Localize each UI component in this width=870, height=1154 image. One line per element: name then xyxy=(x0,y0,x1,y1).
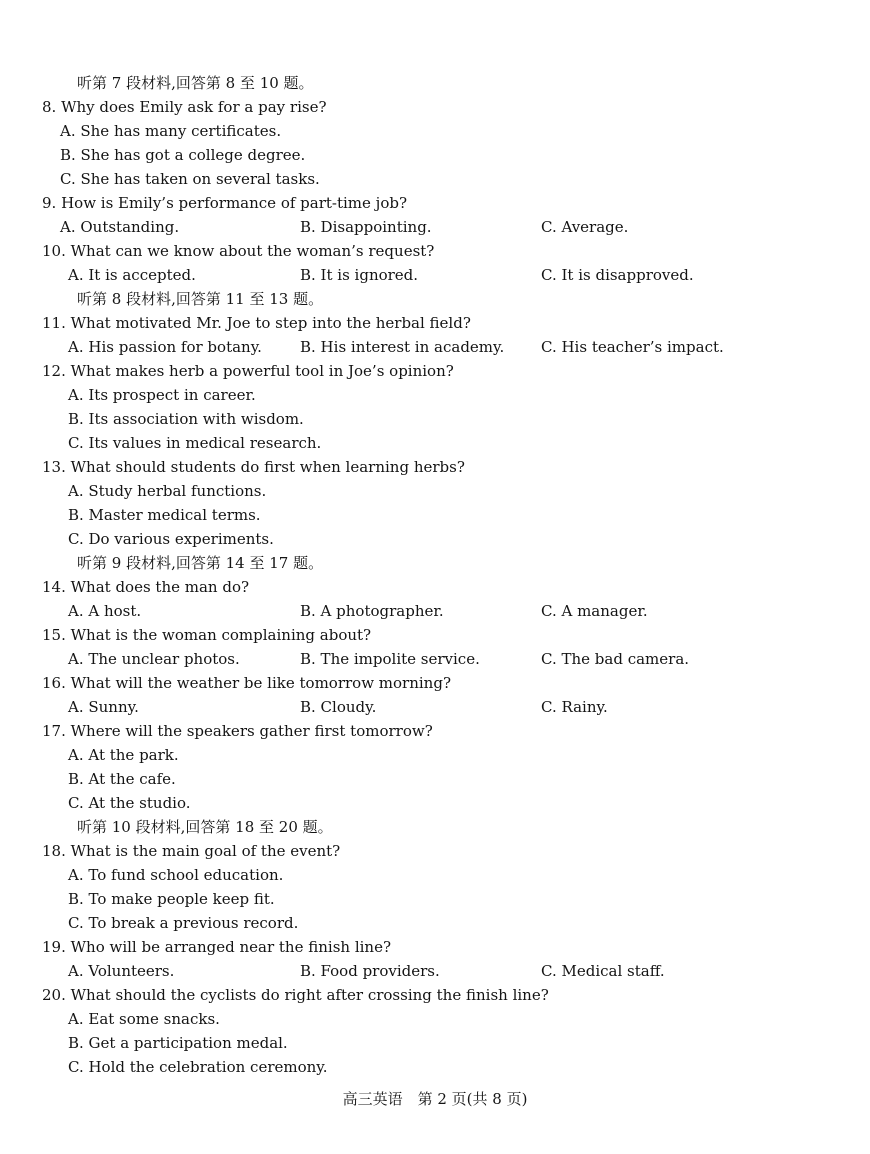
section-heading-text: 听第 10 段材料,回答第 18 至 20 题。 xyxy=(77,818,333,836)
option-text: C. At the studio. xyxy=(68,794,191,812)
option-text: A. She has many certificates. xyxy=(60,122,282,140)
answer-option xyxy=(0,863,870,887)
section-heading xyxy=(0,71,870,95)
option-text: A. Its prospect in career. xyxy=(68,386,256,404)
question-line xyxy=(0,719,870,743)
answer-options-row xyxy=(0,599,870,623)
question-line xyxy=(0,983,870,1007)
option-text: C. Hold the celebration ceremony. xyxy=(68,1058,328,1076)
option-text: B. She has got a college degree. xyxy=(60,146,306,164)
option-b: B. His interest in academy. xyxy=(300,338,505,356)
option-a: A. A host. xyxy=(68,602,142,620)
option-a: A. It is accepted. xyxy=(68,266,196,284)
question-text: 11. What motivated Mr. Joe to step into the herbal field? xyxy=(42,314,471,332)
section-heading xyxy=(0,551,870,575)
answer-option xyxy=(0,527,870,551)
question-line xyxy=(0,575,870,599)
question-line xyxy=(0,623,870,647)
option-b: B. The impolite service. xyxy=(300,650,480,668)
answer-option xyxy=(0,119,870,143)
option-a: A. His passion for botany. xyxy=(68,338,262,356)
question-text: 12. What makes herb a powerful tool in Joe’s opinion? xyxy=(42,362,454,380)
answer-options-row xyxy=(0,263,870,287)
answer-options-row xyxy=(0,959,870,983)
option-text: A. To fund school education. xyxy=(68,866,284,884)
answer-option xyxy=(0,503,870,527)
answer-option xyxy=(0,791,870,815)
answer-option xyxy=(0,167,870,191)
question-text: 10. What can we know about the woman’s request? xyxy=(42,242,435,260)
option-text: C. To break a previous record. xyxy=(68,914,299,932)
section-heading xyxy=(0,287,870,311)
question-text: 13. What should students do first when learning herbs? xyxy=(42,458,465,476)
option-text: A. Study herbal functions. xyxy=(68,482,267,500)
option-b: B. Food providers. xyxy=(300,962,440,980)
question-text: 16. What will the weather be like tomorrow morning? xyxy=(42,674,451,692)
question-text: 9. How is Emily’s performance of part-time job? xyxy=(42,194,407,212)
question-text: 18. What is the main goal of the event? xyxy=(42,842,341,860)
answer-option xyxy=(0,407,870,431)
option-c: C. A manager. xyxy=(541,602,648,620)
option-a: A. Sunny. xyxy=(68,698,139,716)
option-b: B. A photographer. xyxy=(300,602,444,620)
option-c: C. Medical staff. xyxy=(541,962,665,980)
section-heading-text: 听第 8 段材料,回答第 11 至 13 题。 xyxy=(77,290,324,308)
question-line xyxy=(0,239,870,263)
option-c: C. Average. xyxy=(541,218,629,236)
answer-option xyxy=(0,1007,870,1031)
question-line xyxy=(0,191,870,215)
option-a: A. The unclear photos. xyxy=(68,650,240,668)
option-text: C. She has taken on several tasks. xyxy=(60,170,320,188)
option-a: A. Volunteers. xyxy=(68,962,175,980)
option-a: A. Outstanding. xyxy=(60,218,180,236)
page-footer: 高三英语 第 2 页(共 8 页) xyxy=(342,1090,528,1108)
section-heading xyxy=(0,815,870,839)
question-line xyxy=(0,455,870,479)
option-text: A. At the park. xyxy=(68,746,179,764)
option-text: C. Do various experiments. xyxy=(68,530,274,548)
option-c: C. Rainy. xyxy=(541,698,608,716)
answer-options-row xyxy=(0,215,870,239)
section-heading-text: 听第 7 段材料,回答第 8 至 10 题。 xyxy=(77,74,314,92)
option-text: B. To make people keep fit. xyxy=(68,890,275,908)
option-text: B. Its association with wisdom. xyxy=(68,410,304,428)
answer-option xyxy=(0,911,870,935)
question-text: 17. Where will the speakers gather first tomorrow? xyxy=(42,722,433,740)
question-line xyxy=(0,95,870,119)
answer-options-row xyxy=(0,695,870,719)
option-b: B. Cloudy. xyxy=(300,698,377,716)
question-text: 8. Why does Emily ask for a pay rise? xyxy=(42,98,327,116)
option-c: C. The bad camera. xyxy=(541,650,690,668)
option-b: B. It is ignored. xyxy=(300,266,419,284)
option-text: C. Its values in medical research. xyxy=(68,434,322,452)
answer-option xyxy=(0,1031,870,1055)
option-c: C. It is disapproved. xyxy=(541,266,694,284)
option-text: B. Get a participation medal. xyxy=(68,1034,288,1052)
answer-option xyxy=(0,743,870,767)
section-heading-text: 听第 9 段材料,回答第 14 至 17 题。 xyxy=(77,554,324,572)
answer-option xyxy=(0,383,870,407)
answer-option xyxy=(0,431,870,455)
answer-option xyxy=(0,143,870,167)
option-b: B. Disappointing. xyxy=(300,218,432,236)
question-text: 14. What does the man do? xyxy=(42,578,250,596)
question-text: 15. What is the woman complaining about? xyxy=(42,626,372,644)
option-c: C. His teacher’s impact. xyxy=(541,338,724,356)
option-text: A. Eat some snacks. xyxy=(68,1010,220,1028)
question-line xyxy=(0,359,870,383)
answer-options-row xyxy=(0,647,870,671)
answer-option xyxy=(0,887,870,911)
question-line xyxy=(0,935,870,959)
answer-option xyxy=(0,1055,870,1079)
answer-options-row xyxy=(0,335,870,359)
option-text: B. At the cafe. xyxy=(68,770,176,788)
answer-option xyxy=(0,479,870,503)
question-line xyxy=(0,839,870,863)
question-line xyxy=(0,311,870,335)
answer-option xyxy=(0,767,870,791)
option-text: B. Master medical terms. xyxy=(68,506,261,524)
question-text: 19. Who will be arranged near the finish line? xyxy=(42,938,391,956)
question-line xyxy=(0,671,870,695)
question-text: 20. What should the cyclists do right after crossing the finish line? xyxy=(42,986,549,1004)
